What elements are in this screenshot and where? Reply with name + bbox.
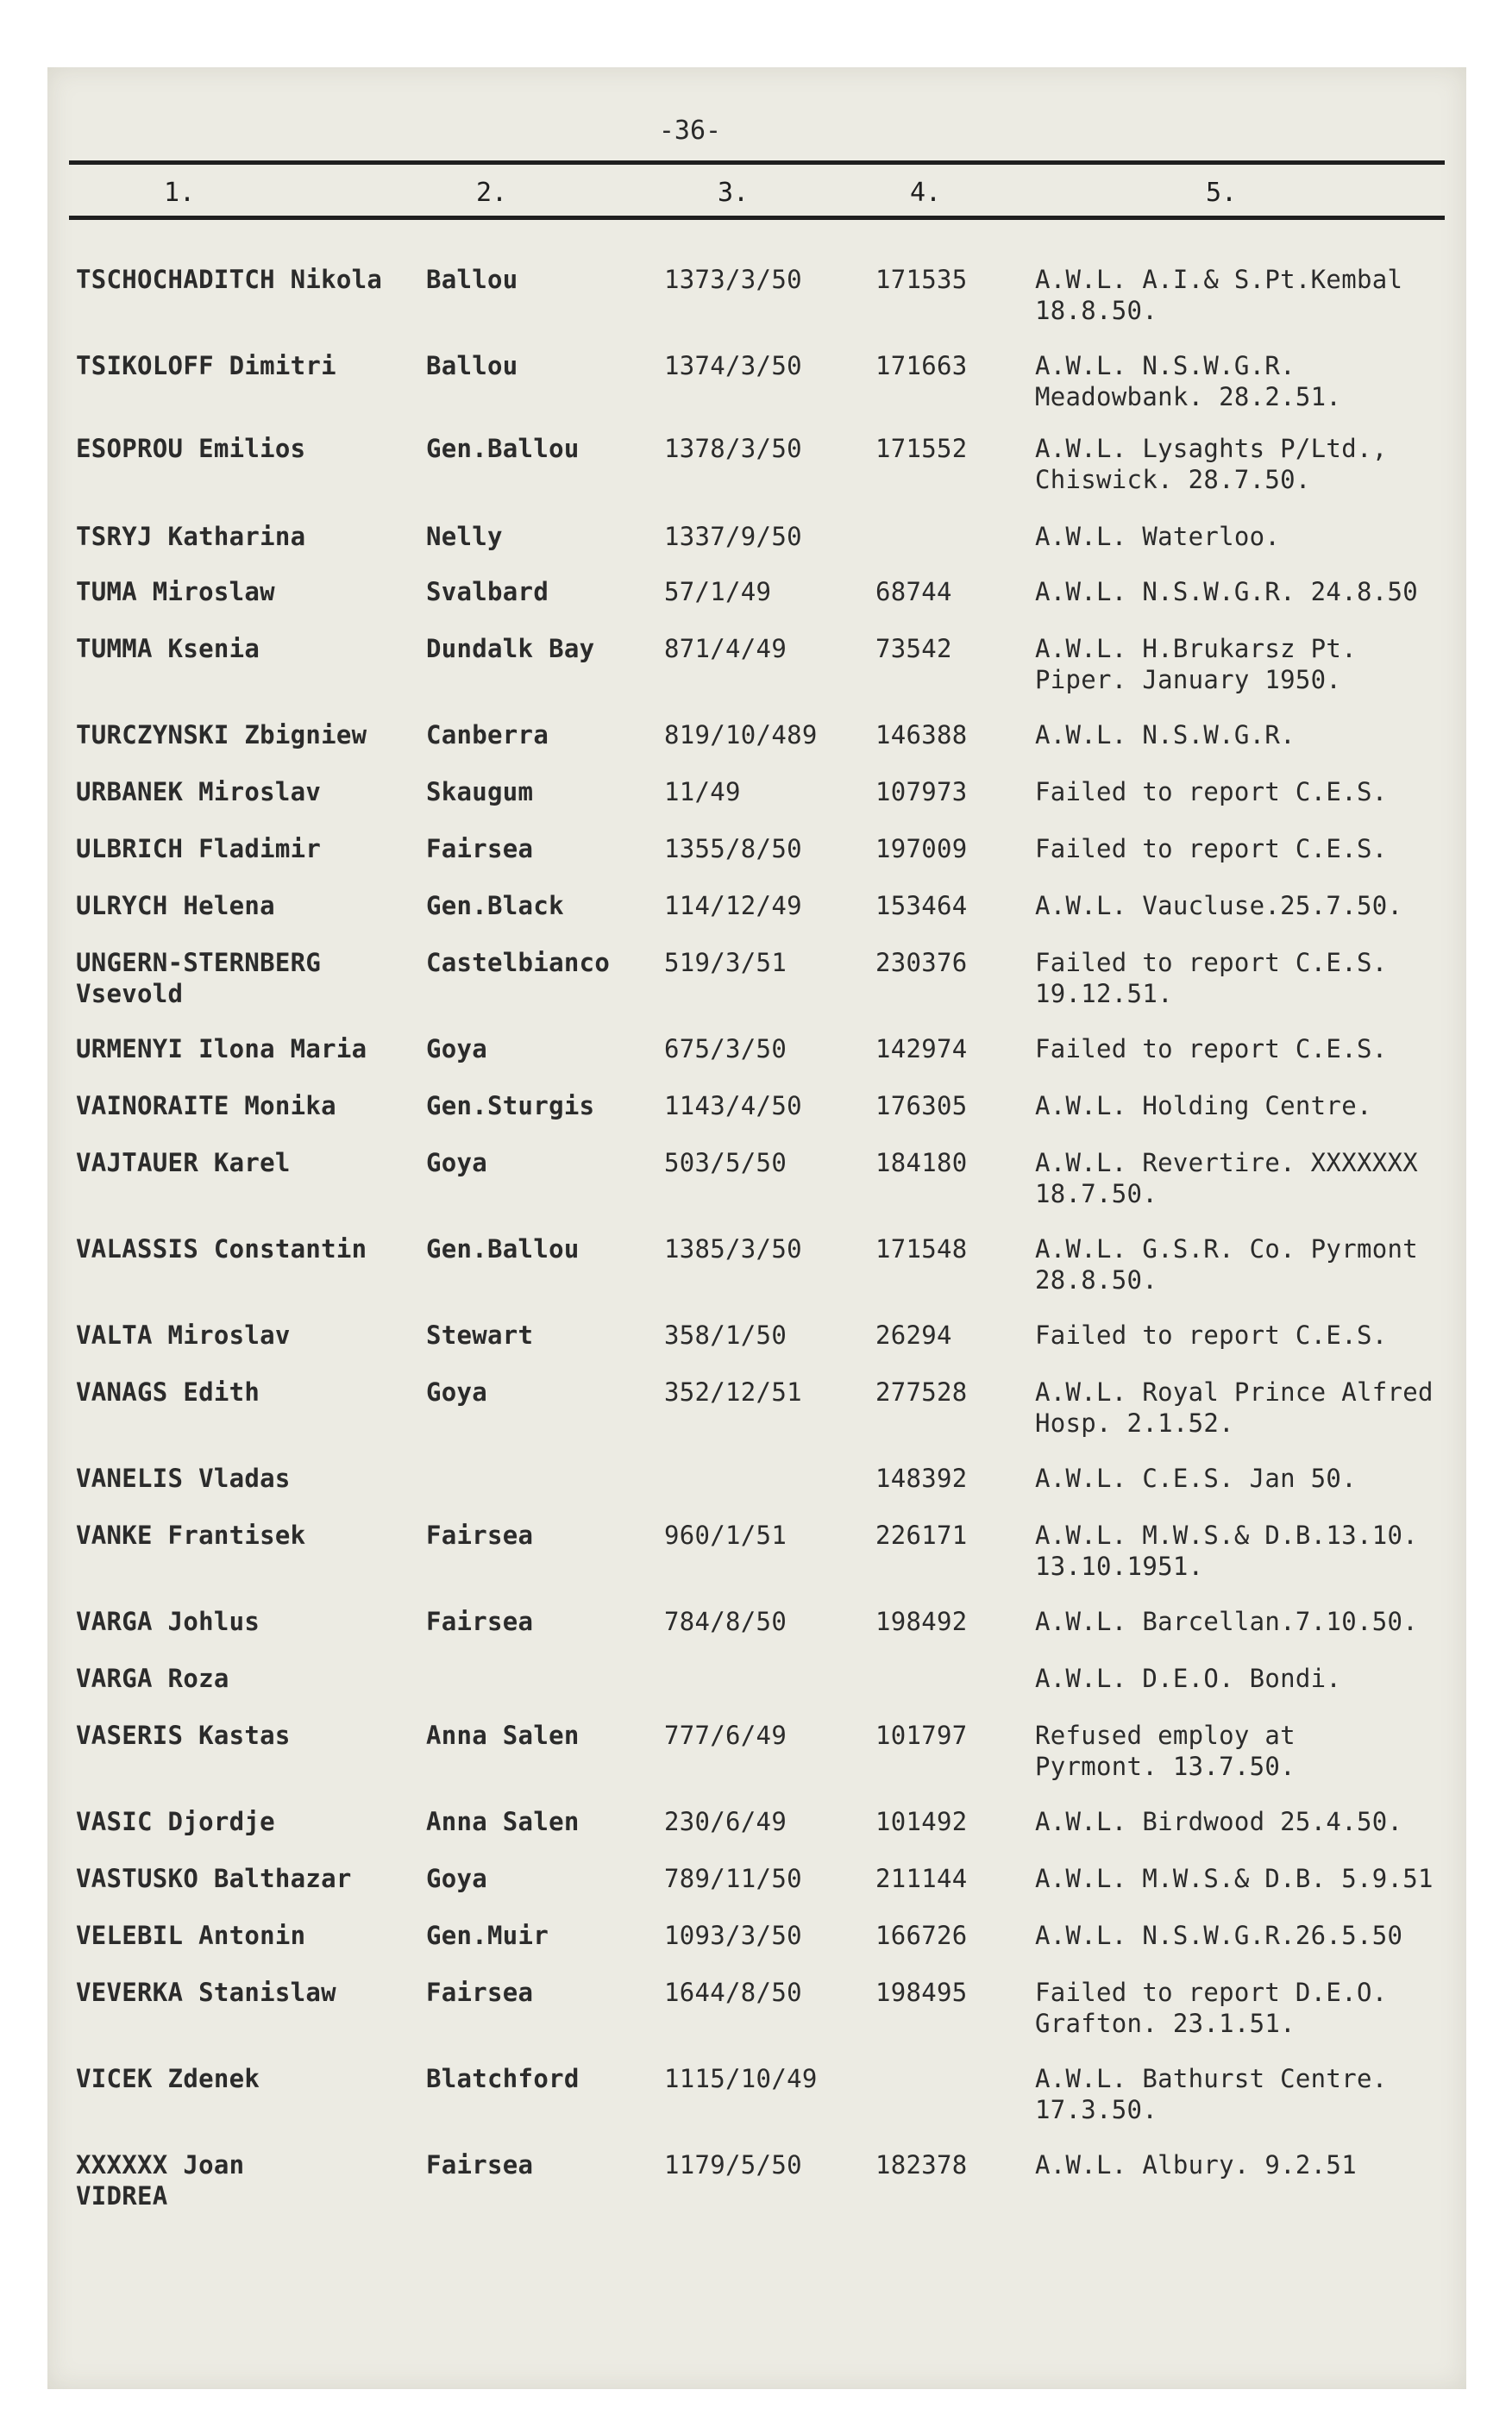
- entry-remarks: A.W.L. Waterloo.: [1035, 522, 1281, 551]
- entry-ship: Gen.Ballou: [426, 1234, 580, 1264]
- entry-remarks: A.W.L. N.S.W.G.R. 24.8.50: [1035, 577, 1418, 606]
- entry-ship: Nelly: [426, 522, 503, 551]
- entry-remarks: A.W.L. Holding Centre.: [1035, 1091, 1372, 1120]
- entry-remarks: A.W.L. Revertire. XXXXXXX 18.7.50.: [1035, 1148, 1418, 1208]
- entry-number: 166726: [875, 1921, 968, 1950]
- entry-number: 107973: [875, 777, 968, 806]
- entry-name: TUMMA Ksenia: [76, 634, 260, 663]
- entry-number: 230376: [875, 948, 968, 977]
- entry-name: VARGA Roza: [76, 1664, 229, 1693]
- entry-reference: 1143/4/50: [664, 1091, 802, 1120]
- entry-reference: 1355/8/50: [664, 834, 802, 863]
- entry-reference: 819/10/489: [664, 720, 818, 750]
- entry-name: VANAGS Edith: [76, 1377, 260, 1407]
- entry-ship: Canberra: [426, 720, 549, 750]
- entry-name: VASIC Djordje: [76, 1807, 275, 1836]
- entry-name: VANELIS Vladas: [76, 1464, 291, 1493]
- entry-name: URMENYI Ilona Maria: [76, 1034, 367, 1063]
- entry-reference: 114/12/49: [664, 891, 802, 920]
- entry-name: VICEK Zdenek: [76, 2064, 260, 2093]
- entry-number: 171535: [875, 265, 968, 294]
- entry-ship: Svalbard: [426, 577, 549, 606]
- entry-remarks: A.W.L. Royal Prince Alfred Hosp. 2.1.52.: [1035, 1377, 1434, 1438]
- entry-reference: 1373/3/50: [664, 265, 802, 294]
- entry-ship: Ballou: [426, 265, 518, 294]
- entry-ship: Gen.Sturgis: [426, 1091, 595, 1120]
- entry-number: 26294: [875, 1320, 952, 1350]
- entry-ship: Castelbianco: [426, 948, 611, 977]
- entry-name: ULRYCH Helena: [76, 891, 275, 920]
- entry-ship: Goya: [426, 1377, 488, 1407]
- entry-remarks: A.W.L. C.E.S. Jan 50.: [1035, 1464, 1357, 1493]
- entry-number: 176305: [875, 1091, 968, 1120]
- entry-name: UNGERN-STERNBERG Vsevold: [76, 948, 322, 1008]
- entry-remarks: A.W.L. M.W.S.& D.B. 5.9.51: [1035, 1864, 1434, 1893]
- entry-remarks: A.W.L. Lysaghts P/Ltd., Chiswick. 28.7.50.: [1035, 434, 1388, 494]
- entry-number: 171663: [875, 351, 968, 380]
- entry-name: VASERIS Kastas: [76, 1721, 291, 1750]
- entry-remarks: Failed to report C.E.S.: [1035, 777, 1388, 806]
- entry-number: 198495: [875, 1978, 968, 2007]
- entry-name: URBANEK Miroslav: [76, 777, 322, 806]
- entry-name: VEVERKA Stanislaw: [76, 1978, 336, 2007]
- entry-ship: Ballou: [426, 351, 518, 380]
- entry-number: 277528: [875, 1377, 968, 1407]
- entry-reference: 1378/3/50: [664, 434, 802, 463]
- entry-name: ULBRICH Fladimir: [76, 834, 322, 863]
- entry-reference: 871/4/49: [664, 634, 787, 663]
- entry-reference: 1385/3/50: [664, 1234, 802, 1264]
- entry-ship: Goya: [426, 1034, 488, 1063]
- entry-number: 153464: [875, 891, 968, 920]
- entry-remarks: A.W.L. Vaucluse.25.7.50.: [1035, 891, 1403, 920]
- entry-ship: Fairsea: [426, 834, 534, 863]
- entry-ship: Gen.Muir: [426, 1921, 549, 1950]
- column-header-2: 2.: [476, 178, 508, 208]
- entry-remarks: A.W.L. Birdwood 25.4.50.: [1035, 1807, 1403, 1836]
- page-number: -36-: [658, 116, 722, 146]
- entry-remarks: Failed to report C.E.S.: [1035, 1320, 1388, 1350]
- column-header-5: 5.: [1206, 178, 1238, 208]
- entry-ship: Goya: [426, 1148, 488, 1177]
- entry-reference: 503/5/50: [664, 1148, 787, 1177]
- entry-number: 73542: [875, 634, 952, 663]
- entry-reference: 1337/9/50: [664, 522, 802, 551]
- column-header-1: 1.: [164, 178, 196, 208]
- entry-number: 171548: [875, 1234, 968, 1264]
- entry-remarks: A.W.L. N.S.W.G.R.26.5.50: [1035, 1921, 1403, 1950]
- entry-reference: 230/6/49: [664, 1807, 787, 1836]
- entry-number: 184180: [875, 1148, 968, 1177]
- entry-reference: 1179/5/50: [664, 2150, 802, 2180]
- entry-name: VELEBIL Antonin: [76, 1921, 306, 1950]
- entry-ship: Fairsea: [426, 1521, 534, 1550]
- entry-reference: 57/1/49: [664, 577, 772, 606]
- entry-number: 211144: [875, 1864, 968, 1893]
- entry-reference: 519/3/51: [664, 948, 787, 977]
- entry-number: 197009: [875, 834, 968, 863]
- entry-remarks: A.W.L. Albury. 9.2.51: [1035, 2150, 1357, 2180]
- entry-reference: 675/3/50: [664, 1034, 787, 1063]
- column-header-3: 3.: [718, 178, 750, 208]
- entry-reference: 1374/3/50: [664, 351, 802, 380]
- entry-name: VALTA Miroslav: [76, 1320, 291, 1350]
- entry-ship: Anna Salen: [426, 1807, 580, 1836]
- entry-name: VANKE Frantisek: [76, 1521, 306, 1550]
- entry-ship: Goya: [426, 1864, 488, 1893]
- entry-remarks: A.W.L. Bathurst Centre. 17.3.50.: [1035, 2064, 1388, 2124]
- entry-ship: Fairsea: [426, 1607, 534, 1636]
- entry-name: TSIKOLOFF Dimitri: [76, 351, 336, 380]
- entry-reference: 784/8/50: [664, 1607, 787, 1636]
- column-header-4: 4.: [910, 178, 942, 208]
- entry-number: 142974: [875, 1034, 968, 1063]
- entry-reference: 789/11/50: [664, 1864, 802, 1893]
- entry-name: VARGA Johlus: [76, 1607, 260, 1636]
- entry-name: TUMA Miroslaw: [76, 577, 275, 606]
- entry-ship: Skaugum: [426, 777, 534, 806]
- entry-remarks: Failed to report C.E.S. 19.12.51.: [1035, 948, 1388, 1008]
- entry-remarks: A.W.L. D.E.O. Bondi.: [1035, 1664, 1342, 1693]
- entry-number: 101492: [875, 1807, 968, 1836]
- entry-name: TSCHOCHADITCH Nikola: [76, 265, 383, 294]
- entry-reference: 777/6/49: [664, 1721, 787, 1750]
- entry-ship: Fairsea: [426, 1978, 534, 2007]
- entry-remarks: A.W.L. Barcellan.7.10.50.: [1035, 1607, 1418, 1636]
- entry-name: ESOPROU Emilios: [76, 434, 306, 463]
- entry-ship: Stewart: [426, 1320, 534, 1350]
- entry-name: TURCZYNSKI Zbigniew: [76, 720, 367, 750]
- entry-name: VAJTAUER Karel: [76, 1148, 291, 1177]
- entry-ship: Anna Salen: [426, 1721, 580, 1750]
- entry-number: 101797: [875, 1721, 968, 1750]
- entry-ship: Fairsea: [426, 2150, 534, 2180]
- entry-number: 68744: [875, 577, 952, 606]
- entry-reference: 1093/3/50: [664, 1921, 802, 1950]
- entry-reference: 960/1/51: [664, 1521, 787, 1550]
- entry-ship: Blatchford: [426, 2064, 580, 2093]
- entry-name: VALASSIS Constantin: [76, 1234, 367, 1264]
- entry-remarks: Failed to report C.E.S.: [1035, 1034, 1388, 1063]
- entry-reference: 1115/10/49: [664, 2064, 818, 2093]
- entry-reference: 358/1/50: [664, 1320, 787, 1350]
- entry-remarks: Failed to report C.E.S.: [1035, 834, 1388, 863]
- entry-remarks: Refused employ at Pyrmont. 13.7.50.: [1035, 1721, 1296, 1781]
- entry-remarks: A.W.L. N.S.W.G.R.: [1035, 720, 1296, 750]
- entry-number: 148392: [875, 1464, 968, 1493]
- entry-ship: Gen.Black: [426, 891, 564, 920]
- entry-name: XXXXXX Joan VIDREA: [76, 2150, 245, 2211]
- entry-ship: Gen.Ballou: [426, 434, 580, 463]
- entry-remarks: A.W.L. H.Brukarsz Pt. Piper. January 1950.: [1035, 634, 1357, 694]
- entry-number: 146388: [875, 720, 968, 750]
- entry-number: 198492: [875, 1607, 968, 1636]
- entry-number: 182378: [875, 2150, 968, 2180]
- entry-number: 226171: [875, 1521, 968, 1550]
- entry-reference: 1644/8/50: [664, 1978, 802, 2007]
- entry-name: VAINORAITE Monika: [76, 1091, 336, 1120]
- entry-name: VASTUSKO Balthazar: [76, 1864, 352, 1893]
- entry-remarks: A.W.L. A.I.& S.Pt.Kembal 18.8.50.: [1035, 265, 1403, 325]
- entry-number: 171552: [875, 434, 968, 463]
- entry-ship: Dundalk Bay: [426, 634, 595, 663]
- entry-reference: 11/49: [664, 777, 741, 806]
- entry-remarks: Failed to report D.E.O. Grafton. 23.1.51.: [1035, 1978, 1388, 2038]
- entry-reference: 352/12/51: [664, 1377, 802, 1407]
- entry-remarks: A.W.L. N.S.W.G.R. Meadowbank. 28.2.51.: [1035, 351, 1342, 411]
- entry-remarks: A.W.L. G.S.R. Co. Pyrmont 28.8.50.: [1035, 1234, 1418, 1295]
- entry-name: TSRYJ Katharina: [76, 522, 306, 551]
- entry-remarks: A.W.L. M.W.S.& D.B.13.10. 13.10.1951.: [1035, 1521, 1418, 1581]
